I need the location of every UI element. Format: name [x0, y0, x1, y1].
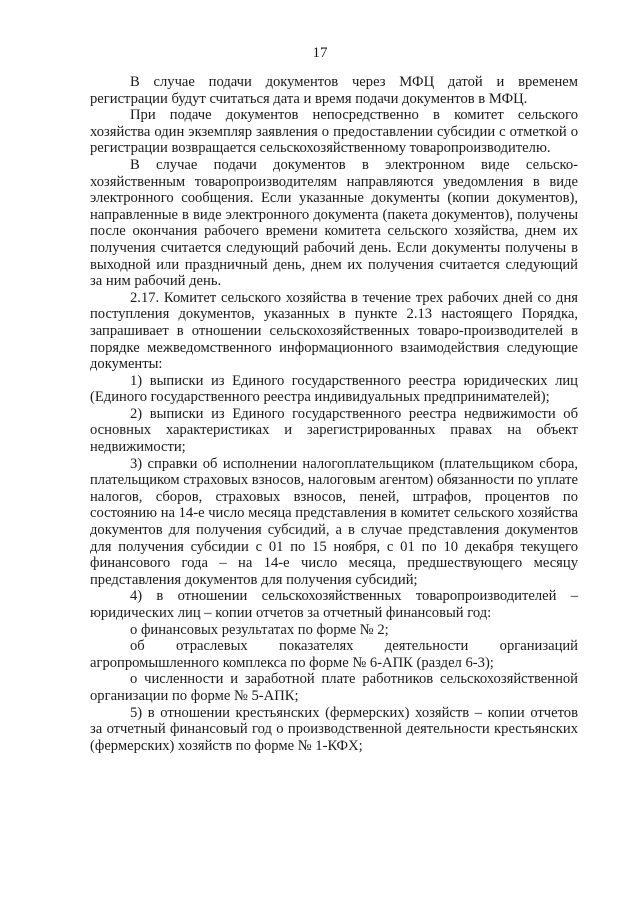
- sub-item-staff-and-wages: о численности и заработной плате работников сельскохозяйственной организации по форме № 5-АПК;: [90, 671, 578, 704]
- paragraph-clause-2-17: 2.17. Комитет сельского хозяйства в течение трех рабочих дней со дня поступления документов, указанных в пункте 2.13 настоящего Порядка, запрашивает в отношении сельскохозяйственных товаро-производителей в порядке межведомственного информационного взаимодействия следующие документы:: [90, 289, 578, 373]
- list-item-4: 4) в отношении сельскохозяйственных товаропроизводителей – юридических лиц – копии отчетов за отчетный финансовый год:: [90, 588, 578, 621]
- list-item-3: 3) справки об исполнении налогоплательщиком (плательщиком сбора, плательщиком страховых взносов, налоговым агентом) обязанности по уплате налогов, сборов, страховых взносов, пеней, штрафов, процентов по состоянию на 14-е число месяца представления в комитет сельского хозяйства документов для получения субсидий, а в случае представления документов для получения субсидии с 01 по 15 ноября, с 01 по 10 декабря текущего финансового года – на 14-е число месяца, предшествующего месяцу представления документов для получения субсидий;: [90, 455, 578, 588]
- paragraph-electronic-submission: В случае подачи документов в электронном виде сельско-хозяйственным товаропроизводителям направляются уведомления в виде электронного сообщения. Если указанные документы (копии документов), направленные в виде электронного документа (пакета документов), получены после окончания рабочего времени комитета сельского хозяйства, днем их получения считается следующий рабочий день. Если документы получены в выходной или праздничный день, днем их получения считается следующий за ним рабочий день.: [90, 156, 578, 290]
- list-item-1: 1) выписки из Единого государственного реестра юридических лиц (Единого государственного реестра индивидуальных предпринимателей);: [90, 372, 578, 406]
- paragraph-direct-submission: При подаче документов непосредственно в комитет сельского хозяйства один экземпляр заявления о предоставлении субсидии с отметкой о регистрации возвращается сельскохозяйственному товаропроизводителю.: [90, 107, 578, 157]
- sub-item-industry-indicators: об отраслевых показателях деятельности организаций агропромышленного комплекса по форме № 6-АПК (раздел 6-3);: [90, 638, 578, 671]
- document-body: [90, 74, 578, 754]
- paragraph-mfc-registration: В случае подачи документов через МФЦ датой и временем регистрации будут считаться дата и время подачи документов в МФЦ.: [90, 74, 578, 107]
- sub-item-financial-results: о финансовых результатах по форме № 2;: [130, 621, 389, 638]
- list-item-5: 5) в отношении крестьянских (фермерских) хозяйств – копии отчетов за отчетный финансовый год о производственной деятельности крестьянских (фермерских) хозяйств по форме № 1-КФХ;: [90, 704, 578, 754]
- page-number: 17: [312, 45, 328, 61]
- list-item-2: 2) выписки из Единого государственного реестра недвижимости об основных характеристиках и зарегистрированных правах на объект недвижимости;: [90, 405, 578, 456]
